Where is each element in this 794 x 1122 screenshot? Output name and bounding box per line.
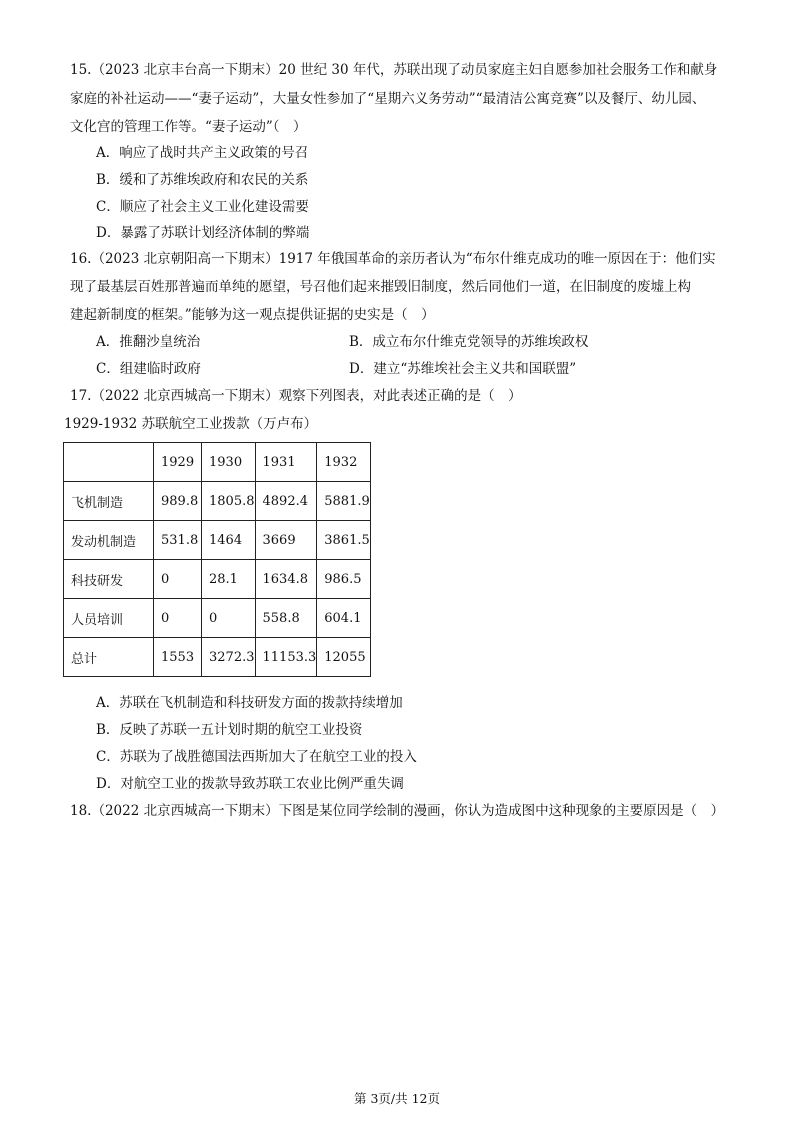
table-cell: 28.1 — [202, 560, 256, 599]
q17-table-title: 1929-1932 苏联航空工业拨款（万卢布） — [64, 416, 318, 432]
table-row-label: 飞机制造 — [64, 482, 154, 521]
table-row-label: 科技研发 — [64, 560, 154, 599]
q16-stem-line-2: 现了最基层百姓那普遍而单纯的愿望，号召他们起来摧毁旧制度，然后同他们一道，在旧制度的废墟上构 — [70, 279, 691, 295]
table-cell: 1805.8 — [202, 482, 256, 521]
q15-stem-line-3: 文化宫的管理工作等。“妻子运动”（ ） — [70, 119, 307, 135]
table-cell: 989.8 — [154, 482, 202, 521]
table-cell: 12055 — [317, 638, 371, 677]
q16-stem-line-1: 16.（2023 北京朝阳高一下期末）1917 年俄国革命的亲历者认为“布尔什维克成功的唯一原因在于：他们实 — [70, 251, 716, 267]
table-cell: 1553 — [154, 638, 202, 677]
table-cell: 0 — [202, 599, 256, 638]
q18-stem: 18.（2022 北京西城高一下期末）下图是某位同学绘制的漫画，你认为造成图中这种现象的主要原因是（ ） — [70, 803, 725, 819]
table-cell: 1930 — [202, 443, 256, 482]
q16-stem-line-3: 建起新制度的框架。”能够为这一观点提供证据的史实是（ ） — [70, 307, 435, 323]
table-cell: 0 — [154, 560, 202, 599]
table-cell: 1929 — [154, 443, 202, 482]
q15-stem-line-2: 家庭的补社运动——“妻子运动”，大量女性参加了“星期六义务劳动”“最清洁公寓竞赛”以及餐厅、幼儿园、 — [70, 91, 706, 107]
table-row — [64, 638, 371, 677]
q16-option-b: B．成立布尔什维克党领导的苏维埃政权 — [349, 334, 589, 350]
table-cell: 11153.3 — [255, 638, 317, 677]
table-cell: 604.1 — [317, 599, 371, 638]
table-row-label: 人员培训 — [64, 599, 154, 638]
q17-option-b: B．反映了苏联一五计划时期的航空工业投资 — [96, 722, 363, 738]
q17-option-c: C．苏联为了战胜德国法西斯加大了在航空工业的投入 — [96, 749, 417, 765]
table-row — [64, 482, 371, 521]
q15-option-a: A．响应了战时共产主义政策的号召 — [96, 145, 309, 161]
table-cell: 558.8 — [255, 599, 317, 638]
table-cell: 1931 — [255, 443, 317, 482]
table-cell: 0 — [154, 599, 202, 638]
table-cell — [64, 443, 154, 482]
table-cell: 531.8 — [154, 521, 202, 560]
q15-option-c: C．顺应了社会主义工业化建设需要 — [96, 199, 309, 215]
table-cell: 1932 — [317, 443, 371, 482]
aviation-grants-table — [63, 442, 371, 677]
table-cell: 1464 — [202, 521, 256, 560]
table-cell: 4892.4 — [255, 482, 317, 521]
table-cell: 1634.8 — [255, 560, 317, 599]
table-row-label: 发动机制造 — [64, 521, 154, 560]
table-cell: 3669 — [255, 521, 317, 560]
table-cell: 986.5 — [317, 560, 371, 599]
table-row — [64, 560, 371, 599]
q16-option-d: D．建立“苏维埃社会主义共和国联盟” — [349, 361, 577, 377]
table-row — [64, 521, 371, 560]
page-number: 第 3页/共 12页 — [353, 1091, 441, 1106]
table-header-row — [64, 443, 371, 482]
table-cell: 3272.3 — [202, 638, 256, 677]
q15-option-d: D．暴露了苏联计划经济体制的弊端 — [96, 225, 310, 241]
q16-option-a: A．推翻沙皇统治 — [96, 334, 201, 350]
table-row — [64, 599, 371, 638]
q15-option-b: B．缓和了苏维埃政府和农民的关系 — [96, 172, 309, 188]
q16-option-c: C．组建临时政府 — [96, 361, 201, 377]
table-cell: 5881.9 — [317, 482, 371, 521]
q17-option-a: A．苏联在飞机制造和科技研发方面的拨款持续增加 — [96, 695, 403, 711]
q17-option-d: D．对航空工业的拨款导致苏联工农业比例严重失调 — [96, 776, 404, 792]
table-row-label: 总计 — [64, 638, 154, 677]
q15-stem-line-1: 15.（2023 北京丰台高一下期末）20 世纪 30 年代，苏联出现了动员家庭主妇自愿参加社会服务工作和献身 — [70, 62, 718, 78]
q17-stem: 17.（2022 北京西城高一下期末）观察下列图表，对此表述正确的是（ ） — [70, 388, 522, 404]
table-cell: 3861.5 — [317, 521, 371, 560]
